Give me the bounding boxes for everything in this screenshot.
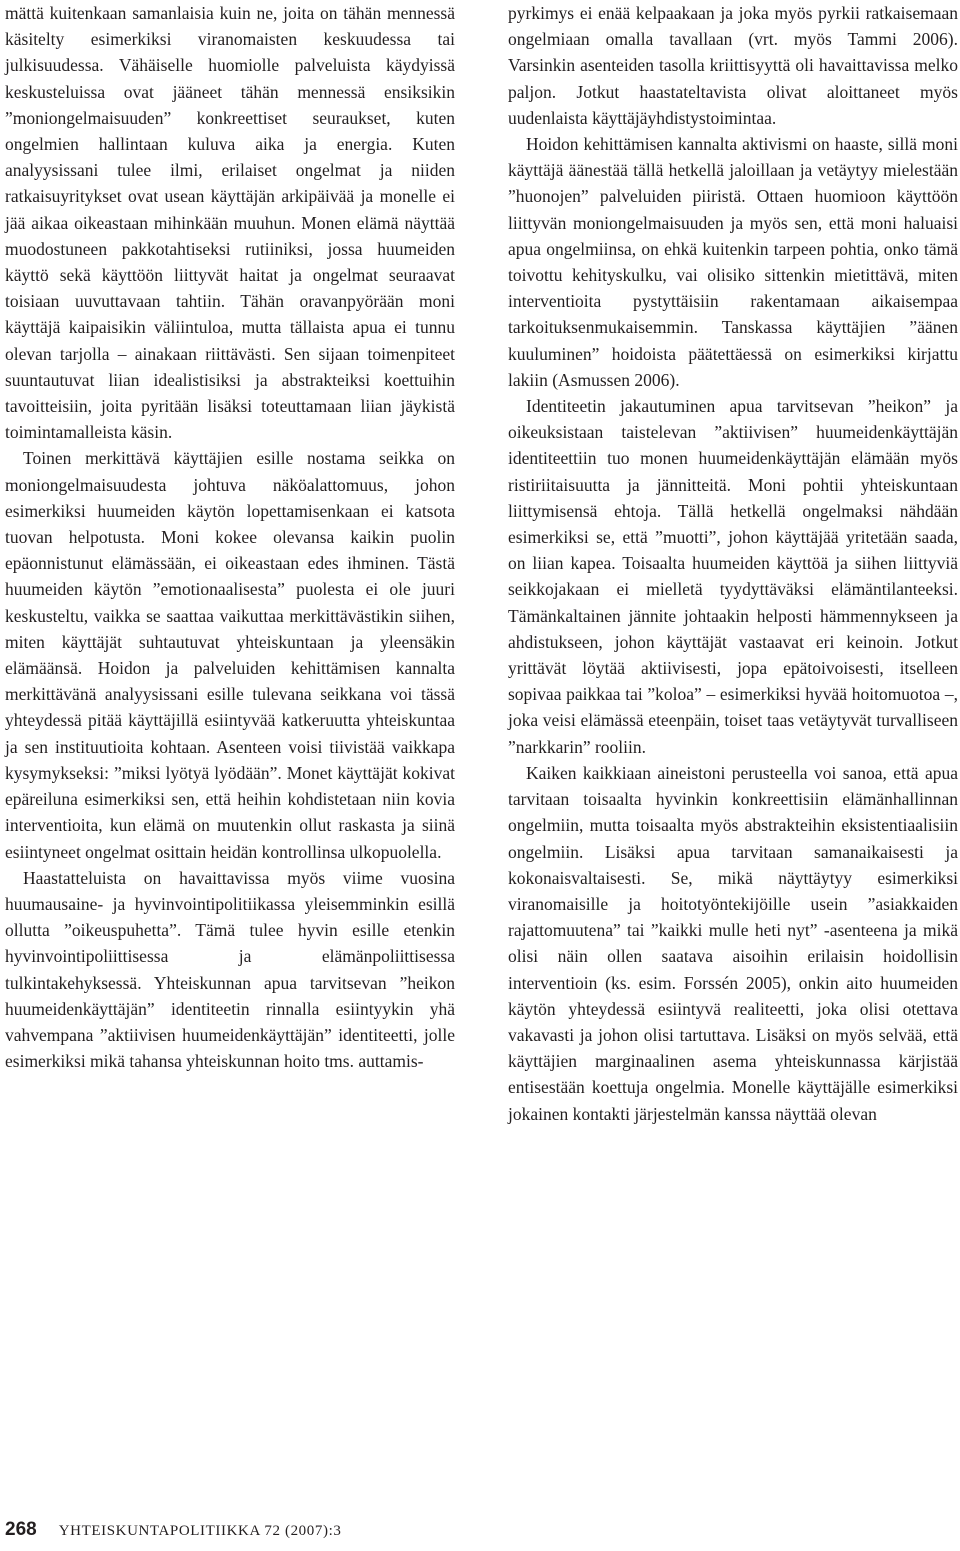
paragraph: pyrkimys ei enää kelpaakaan ja joka myös pyrkii ratkaisemaan ongelmiaan omalla tavallaan (vrt. myös Tammi 2006). Varsinkin asenteiden tasolla kriittisyyttä oli havaittavissa melko paljon. Jotkut haastateltavista olivat aloittaneet myös uudenlaista käyttäjäyhdistystoimintaa. [508,3,958,128]
page-number: 268 [5,1519,37,1540]
paragraph: Identiteetin jakautuminen apua tarvitsevan ”heikon” ja oikeuksistaan taistelevan ”aktiivisen” huumeidenkäyttäjän identiteettiin tuo monen huumeidenkäyttäjän elämään myös ristiriitaisuutta ja jännitteitä. Moni pohtii yhteiskuntaan liittymisensä ehtoja. Tällä hetkellä ongelmaksi nähdään esimerkiksi se, että ”muotti”, johon käyttäjää yritetään saada, on liian kapea. Toisaalta huumeiden käyttöä ja siihen liittyviä seikkojakaan ei mielletä tyydyttäväksi elämäntilanteeksi. Tämänkaltainen jännite johtaakin helposti hämmennykseen ja ahdistukseen, johon käyttäjät vastaavat eri keinoin. Jotkut yrittävät löytää aktiivisesti, jopa epätoivoisesti, itselleen sopivaa paikkaa tai ”koloa” – esimerkiksi hyvää hoitomuotoa –, joka veisi elämässä eteenpäin, toiset taas vetäytyvät turvalliseen ”narkkarin” rooliin. [508,396,958,757]
paragraph: Toinen merkittävä käyttäjien esille nostama seikka on moniongelmaisuudesta johtuva näköalattomuus, johon esimerkiksi huumeiden käytön lopettamisenkaan ei katsota tuovan helpotusta. Moni kokee olevansa kaikin puolin epäonnistunut elämässään, ei oikeastaan edes ihminen. Tästä huumeiden käytön ”emotionaalisesta” puolesta ei ole juuri keskusteltu, vaikka se saattaa vaikuttaa merkittävästikin siihen, miten käyttäjät suhtautuvat yhteiskuntaan ja yleensäkin elämäänsä. Hoidon ja palveluiden kehittämisen kannalta merkittävänä analyysissani esille tulevana seikkana voi tässä yhteydessä pitää käyttäjillä esiintyvää katkeruutta yhteiskuntaa ja sen instituutioita kohtaan. Asenteen voisi tiivistää vaikkapa kysymykseksi: ”miksi lyötyä lyödään”. Monet käyttäjät kokivat epäreiluna esimerkiksi sen, että heihin kohdistetaan niin kovia interventioita, kun elämä on muutenkin ollut raskasta ja siinä esiintyneet ongelmat osittain heidän kontrollinsa ulkopuolella. [5,448,455,862]
page-footer [5,1519,341,1545]
paragraph: mättä kuitenkaan samanlaisia kuin ne, joita on tähän mennessä käsitelty esimerkiksi viranomaisten keskuudessa tai julkisuudessa. Vähäiselle huomiolle palveluista käydyissä keskusteluissa ovat jääneet tähän mennessä ensiksikin ”moniongelmaisuuden” konkreettiset seuraukset, kuten ongelmien hallintaan kuluva aika ja energia. Kuten analyysissani tulee ilmi, erilaiset ongelmat ja niiden ratkaisuyritykset ovat usean käyttäjän arkipäivää ja monelle ei jää aikaa oikeastaan mihinkään muuhun. Monen elämä näyttää muodostuneen pakkotahtiseksi rutiiniksi, jossa huumeiden käyttö sekä käyttöön liittyvät haitat ja ongelmat seuraavat toisiaan uuvuttavaan tahtiin. Tähän oravanpyörään moni käyttäjä kaipaisikin väliintuloa, mutta tällaista apua ei tunnu olevan tarjolla – ainakaan riittävästi. Sen sijaan toimenpiteet suuntautuvat liian idealistisiksi ja abstrakteiksi koettuihin tavoitteisiin, joita pyritään lisäksi toteuttamaan liian jäykistä toimintamalleista käsin. [5,3,455,443]
paragraph: Hoidon kehittämisen kannalta aktivismi on haaste, sillä moni käyttäjä äänestää tällä hetkellä jaloillaan ja vetäytyy mielestään ”huonojen” palveluiden piiristä. Ottaen huomioon käyttöön liittyvän moniongelmaisuuden ja myös sen, että moni haluaisi apua ongelmiinsa, on ehkä kuitenkin tarpeen pohtia, onko tämä toivottu kehityskulku, vai olisiko sittenkin mietittävä, miten interventioita pystyttäisiin rakentamaan aikaisempaa tarkoituksenmukaisemmin. Tanskassa käyttäjien ”äänen kuuluminen” hoidoista päätettäessä on esimerkiksi kirjattu lakiin (Asmussen 2006). [508,134,958,390]
right-column [508,0,958,1127]
paragraph: Kaiken kaikkiaan aineistoni perusteella voi sanoa, että apua tarvitaan toisaalta hyvinkin konkreettisiin elämänhallinnan ongelmiin, mutta toisaalta myös abstrakteihin eksistentiaalisiin ongelmiin. Lisäksi apua tarvitaan samanaikaisesti ja kokonaisvaltaisesti. Se, mikä näyttäytyy esimerkiksi viranomaisille ja hoitotyöntekijöille usein ”asiakkaiden rajattomuutena” tai ”kaikki mulle heti nyt” -asenteena ja mikä olisi näin ollen saatava aisoihin erilaisin hoidollisin interventioin (ks. esim. Forssén 2005), onkin aito huumeiden käytön yhteydessä esiintyvä realiteetti, joka olisi otettava vakavasti ja johon olisi tartuttava. Lisäksi on myös selvää, että käyttäjien marginaalinen asema yhteiskunnassa kärjistää entisestään koettuja ongelmia. Monelle käyttäjälle esimerkiksi jokainen kontakti järjestelmän kanssa näyttää olevan [508,762,958,1124]
paragraph: Haastatteluista on havaittavissa myös viime vuosina huumausaine- ja hyvinvointipolitiikassa yleisemminkin esillä ollutta ”oikeuspuhetta”. Tämä tulee hyvin esille etenkin hyvinvointipoliittisessa ja elämänpoliittisessa tulkintakehyksessä. Yhteiskunnan apua tarvitsevan ”heikon huumeidenkäyttäjän” identiteetin rinnalla esiintyykin yhä vahvempana ”aktiivisen huumeidenkäyttäjän” identiteetti, jolle esimerkiksi mikä tahansa yhteiskunnan hoito tms. auttamis- [5,867,455,1072]
left-column [5,0,455,1074]
journal-name: YHTEISKUNTAPOLITIIKKA 72 (2007):3 [58,1523,342,1539]
